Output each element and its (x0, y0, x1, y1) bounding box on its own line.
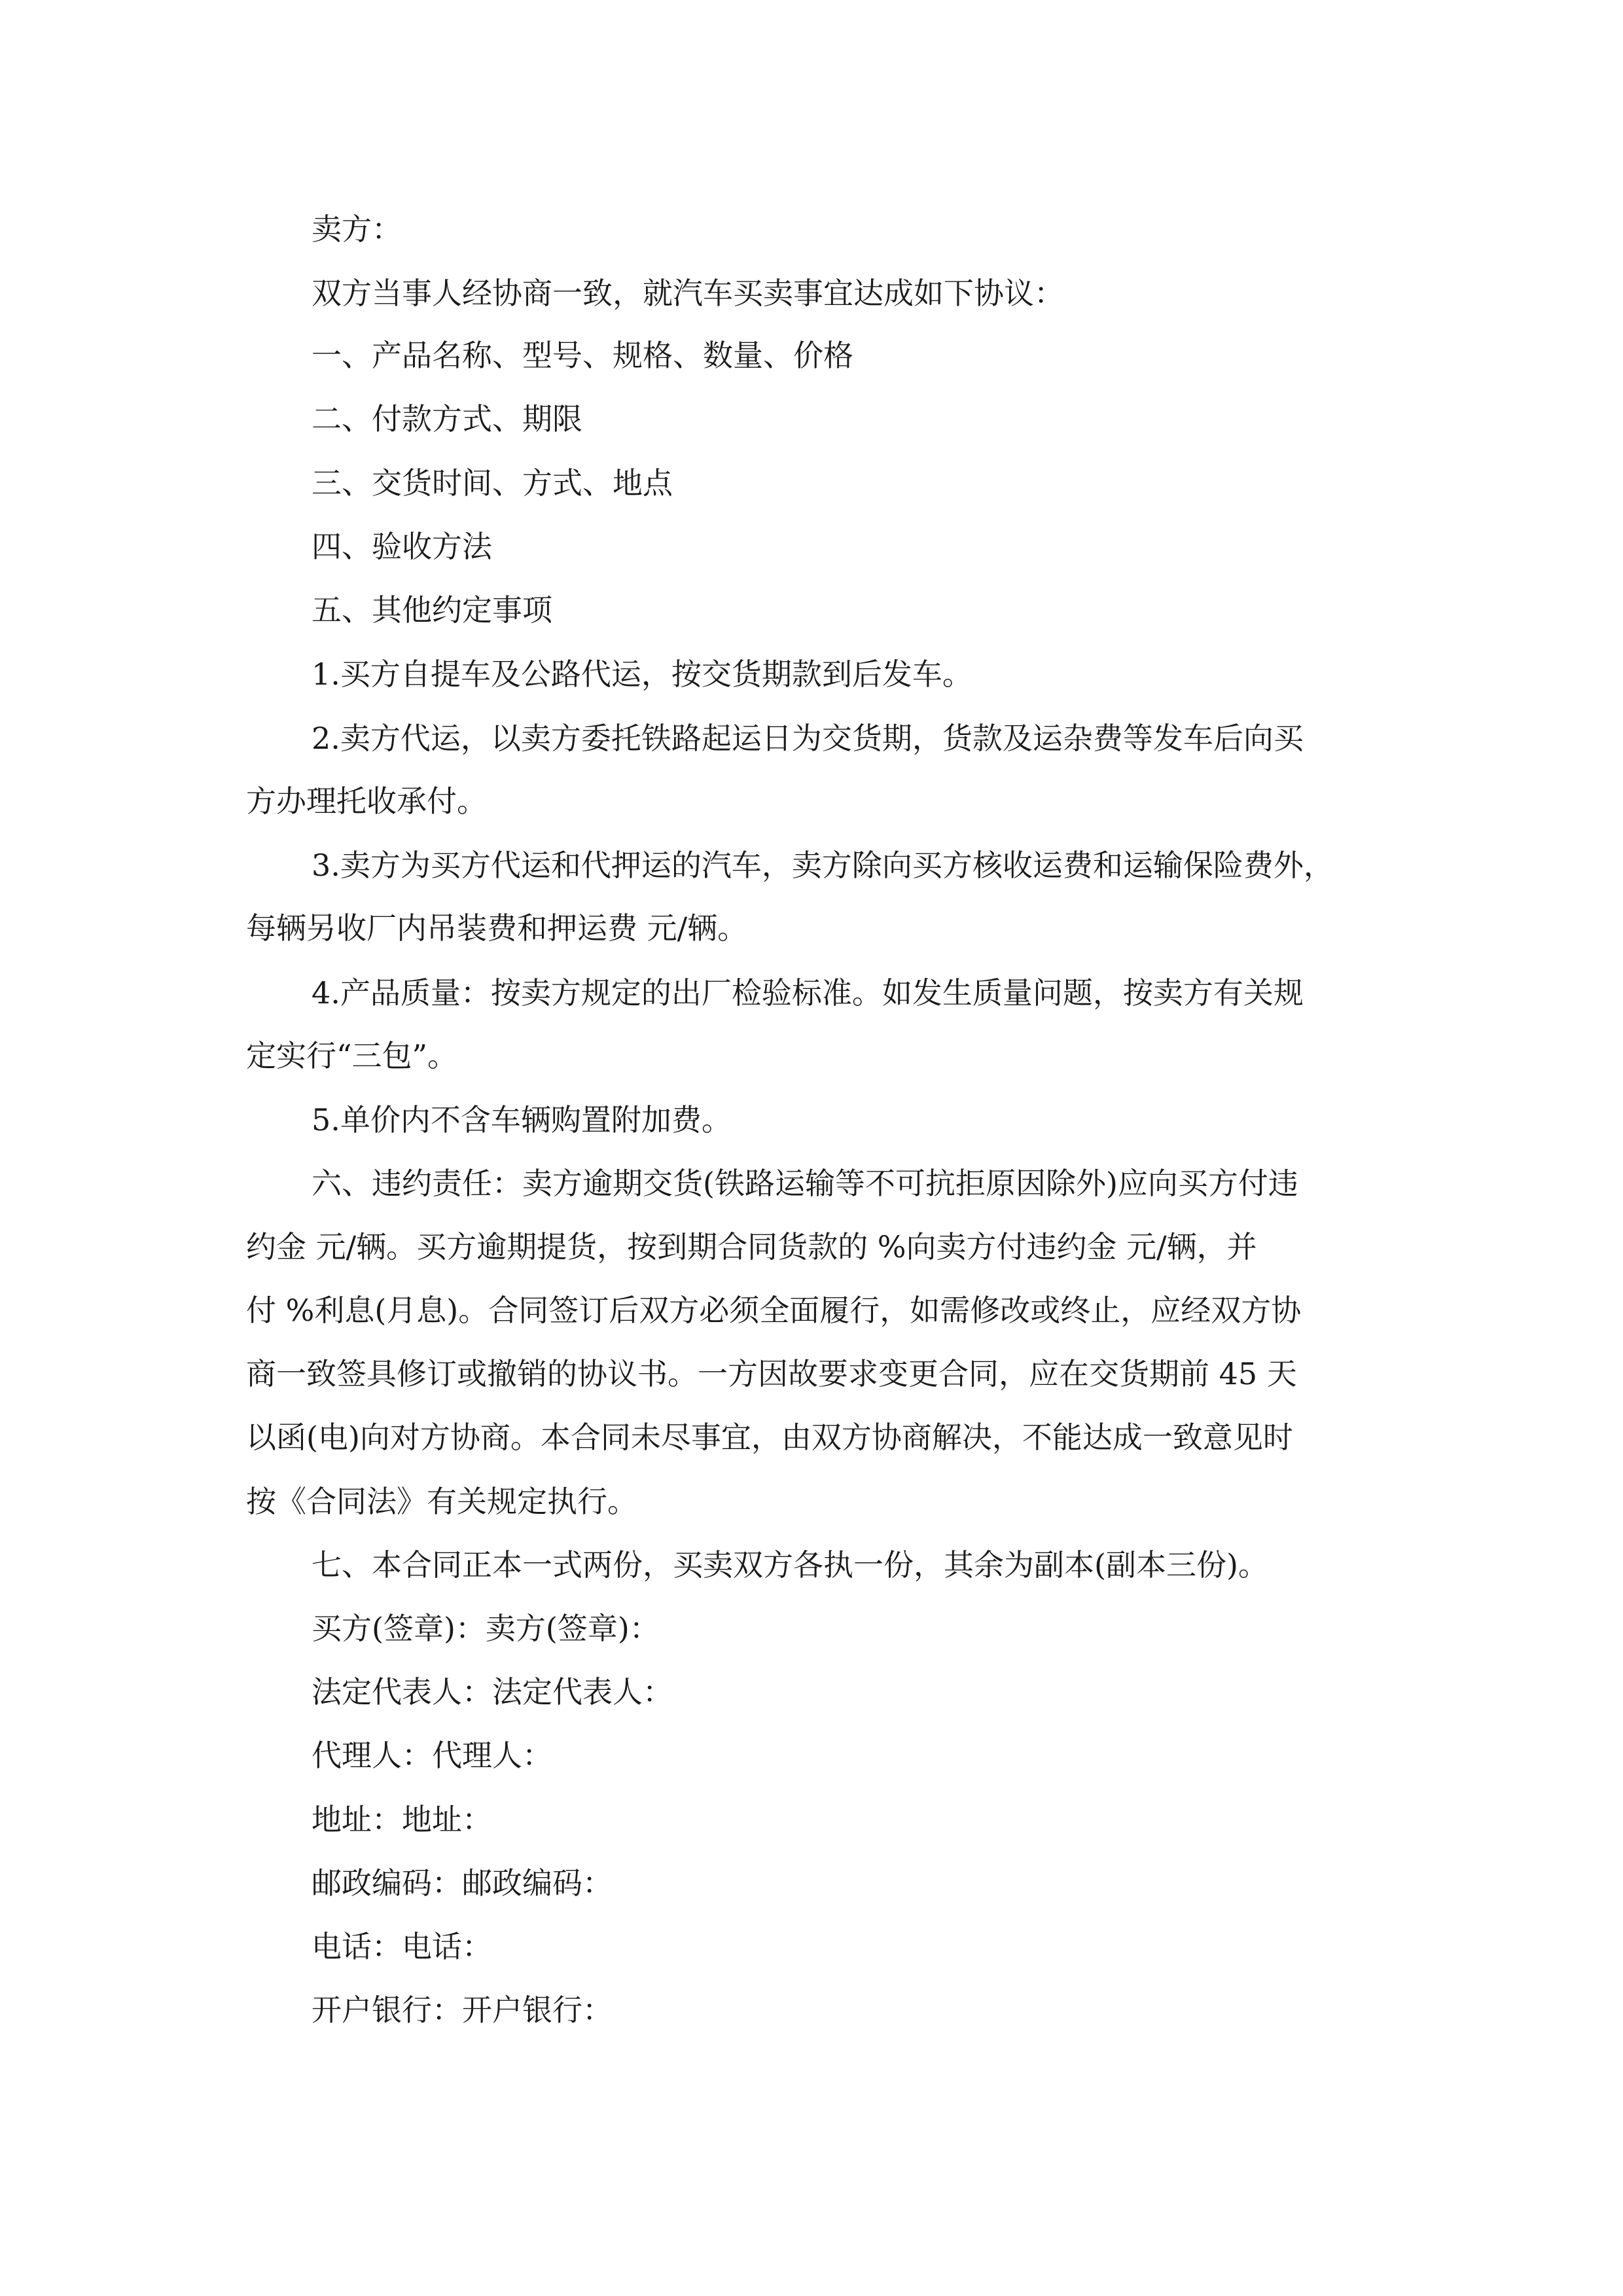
clause-4-line-1: 4.产品质量：按卖方规定的出厂检验标准。如发生质量问题，按卖方有关规 (312, 975, 1304, 1011)
seller-bank-label: 开户银行： (462, 1992, 613, 2028)
seller-postcode-label: 邮政编码： (462, 1865, 613, 1901)
buyer-legal-rep-label: 法定代表人： (312, 1674, 492, 1710)
signature-row-seal (312, 1609, 660, 1648)
buyer-postcode-label: 邮政编码： (312, 1865, 462, 1901)
liability-line-1: 六、违约责任：卖方逾期交货(铁路运输等不可抗拒原因除外)应向买方付违 (312, 1166, 1298, 1201)
signature-row-agent (312, 1736, 552, 1775)
seller-seal-label: 卖方(签章)： (485, 1611, 660, 1646)
clause-1: 1.买方自提车及公路代运，按交货期款到后发车。 (312, 656, 972, 692)
signature-row-bank (312, 1990, 613, 2030)
clause-4-line-2: 定实行“三包”。 (246, 1038, 458, 1073)
liability-line-4: 商一致签具修订或撤销的协议书。一方因故要求变更合同，应在交货期前 45 天 (246, 1356, 1297, 1391)
signature-row-address (312, 1800, 492, 1839)
section-heading-4: 四、验收方法 (312, 529, 492, 564)
seller-agent-label: 代理人： (432, 1738, 552, 1773)
signature-row-postcode (312, 1863, 613, 1903)
buyer-seal-label: 买方(签章)： (312, 1611, 486, 1646)
signature-row-phone (312, 1927, 492, 1966)
section-heading-1: 一、产品名称、型号、规格、数量、价格 (312, 338, 853, 373)
section-heading-2: 二、付款方式、期限 (312, 401, 582, 437)
liability-line-3: 付 %利息(月息)。合同签订后双方必须全面履行，如需修改或终止，应经双方协 (246, 1293, 1302, 1328)
copies-clause: 七、本合同正本一式两份，买卖双方各执一份，其余为副本(副本三份)。 (312, 1547, 1268, 1583)
signature-row-legal-rep (312, 1672, 673, 1712)
liability-line-6: 按《合同法》有关规定执行。 (246, 1484, 637, 1519)
section-heading-5: 五、其他约定事项 (312, 592, 552, 628)
liability-line-2: 约金 元/辆。买方逾期提货，按到期合同货款的 %向卖方付违约金 元/辆，并 (246, 1229, 1257, 1265)
section-heading-3: 三、交货时间、方式、地点 (312, 465, 673, 501)
buyer-phone-label: 电话： (312, 1929, 402, 1964)
seller-address-label: 地址： (402, 1802, 492, 1837)
buyer-address-label: 地址： (312, 1802, 402, 1837)
buyer-agent-label: 代理人： (312, 1738, 432, 1773)
seller-phone-label: 电话： (402, 1929, 492, 1964)
clause-3-line-2: 每辆另收厂内吊装费和押运费 元/辆。 (246, 910, 748, 946)
seller-legal-rep-label: 法定代表人： (492, 1674, 673, 1710)
clause-2-line-1: 2.卖方代运，以卖方委托铁路起运日为交货期，货款及运杂费等发车后向买 (312, 721, 1304, 756)
clause-5: 5.单价内不含车辆购置附加费。 (312, 1102, 732, 1138)
clause-2-line-2: 方办理托收承付。 (246, 783, 487, 819)
liability-line-5: 以函(电)向对方协商。本合同未尽事宜，由双方协商解决，不能达成一致意见时 (246, 1420, 1293, 1455)
buyer-bank-label: 开户银行： (312, 1992, 462, 2028)
agreement-statement: 双方当事人经协商一致，就汽车买卖事宜达成如下协议： (312, 276, 1064, 311)
seller-label: 卖方： (312, 211, 402, 247)
clause-3-line-1: 3.卖方为买方代运和代押运的汽车，卖方除向买方核收运费和运输保险费外， (312, 848, 1334, 883)
